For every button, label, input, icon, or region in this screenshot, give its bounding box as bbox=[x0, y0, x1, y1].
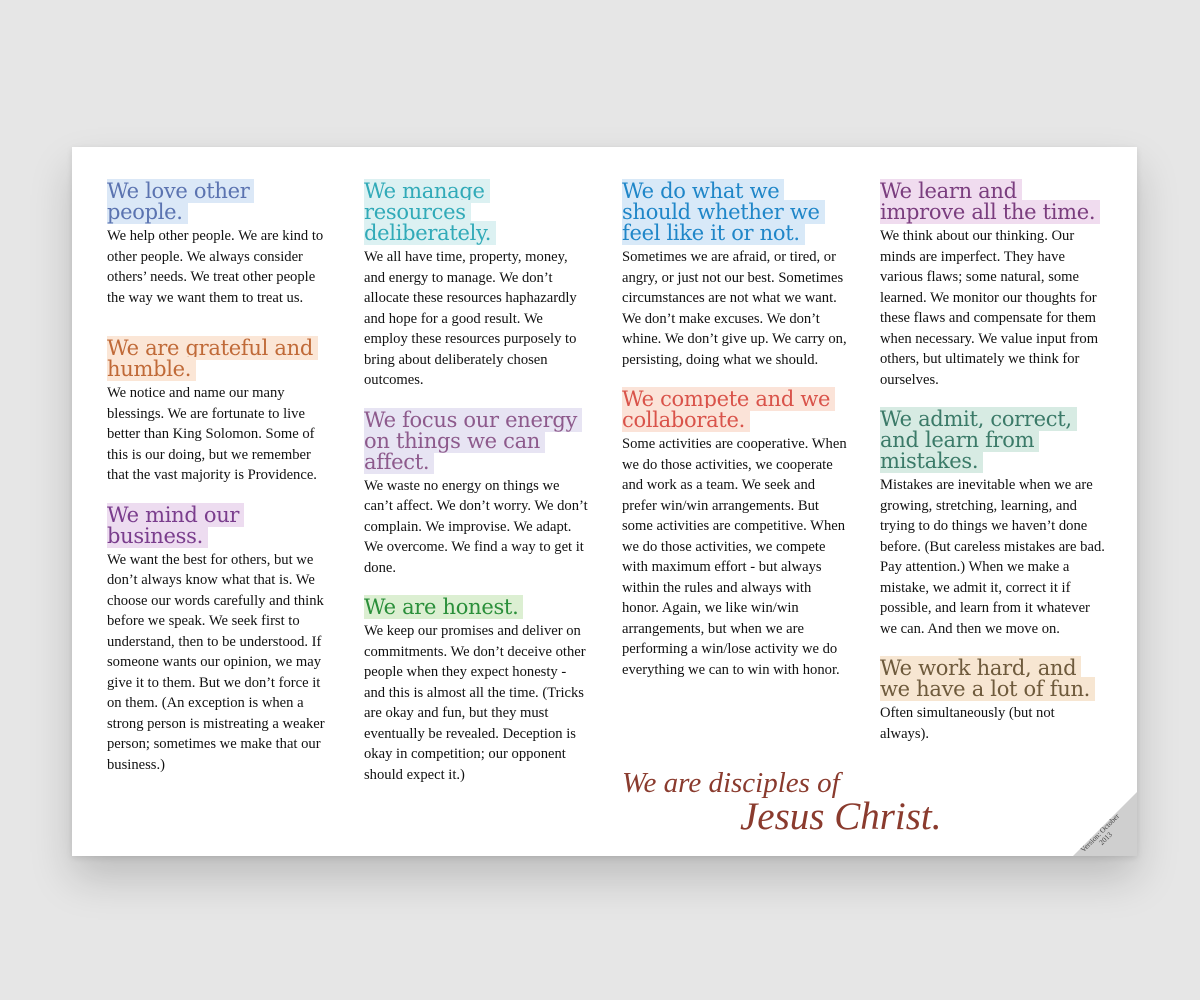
section-body: Often simultaneously (but not always). bbox=[880, 705, 1055, 742]
section-admit-mistakes bbox=[880, 409, 1106, 639]
section-love-others bbox=[107, 181, 333, 308]
version-label: Version: October 2013 bbox=[1078, 811, 1122, 855]
section-compete-collaborate bbox=[622, 389, 848, 680]
disciples-line-2: Jesus Christ. bbox=[740, 795, 942, 838]
section-body: Some activities are cooperative. When we do those activities, we cooperate and work as a team. We seek and prefer win/win arrangements. But some activities are competitive. When we do those activities, we compete with maximum effort - but always within the rules and always with honor. Again, we like win/win arrangements, but when we are performing a win/lose activity we do everything we can to win with honor. bbox=[622, 436, 847, 678]
values-sheet bbox=[72, 147, 1137, 856]
section-do-what-we-should bbox=[622, 181, 848, 370]
section-body: We help other people. We are kind to other people. We always consider others’ needs. We treat other people the way we want them to treat us. bbox=[107, 228, 324, 306]
section-body: We keep our promises and deliver on commitments. We don’t deceive other people when they expect honesty - and this is almost all the time. (Tricks are okay and fun, but they must eventually be revealed. Deception is okay in competition; our opponent should expect it.) bbox=[364, 623, 586, 783]
section-title: We learn and improve all the time. bbox=[880, 181, 1106, 223]
section-grateful-humble bbox=[107, 338, 333, 486]
column-4 bbox=[880, 181, 1106, 763]
column-1 bbox=[107, 181, 333, 794]
section-title: We compete and we collaborate. bbox=[622, 389, 848, 431]
section-title: We mind our business. bbox=[107, 505, 333, 547]
column-3 bbox=[622, 181, 848, 699]
section-work-hard-fun bbox=[880, 658, 1106, 744]
section-body: We want the best for others, but we don’t always know what that is. We choose our words carefully and think before we speak. We seek first to understand, then to be understood. If someone wants our opinion, we may give it to them. But we don’t force it on them. (An exception is when a strong person is mistreating a weaker person; sometimes we make that our business.) bbox=[107, 551, 325, 773]
section-learn-improve bbox=[880, 181, 1106, 390]
section-title: We focus our energy on things we can affect. bbox=[364, 410, 590, 473]
disciples-statement bbox=[622, 767, 982, 838]
section-body: Sometimes we are afraid, or tired, or angry, or just not our best. Sometimes circumstances are not what we want. We don’t make excuses. We don’t whine. We don’t give up. We carry on, persisting, doing what we should. bbox=[622, 249, 847, 368]
section-body: Mistakes are inevitable when we are growing, stretching, learning, and trying to do things we haven’t done before. (But careless mistakes are bad. Pay attention.) When we make a mistake, we admit it, correct it if possible, and learn from it whatever we can. And then we move on. bbox=[880, 477, 1105, 637]
section-title: We admit, correct, and learn from mistakes. bbox=[880, 409, 1106, 472]
section-mind-business bbox=[107, 502, 333, 776]
section-body: We waste no energy on things we can’t affect. We don’t worry. We don’t complain. We improvise. We adapt. We overcome. We find a way to get it done. bbox=[364, 477, 588, 576]
section-body: We all have time, property, money, and energy to manage. We don’t allocate these resources haphazardly and hope for a good result. We employ these resources purposely to bring about deliberately chosen outcomes. bbox=[364, 249, 577, 388]
section-body: We notice and name our many blessings. We are fortunate to live better than King Solomon. Some of this is our doing, but we remember that the vast majority is Providence. bbox=[107, 385, 317, 483]
section-title: We are grateful and humble. bbox=[107, 338, 333, 380]
disciples-line-1: We are disciples of bbox=[622, 767, 840, 799]
section-title: We love other people. bbox=[107, 181, 333, 223]
section-body: We think about our thinking. Our minds are imperfect. They have various flaws; some natural, some learned. We monitor our thoughts for these flaws and compensate for them when necessary. We value input from others, but ultimately we think for ourselves. bbox=[880, 228, 1099, 388]
section-title: We work hard, and we have a lot of fun. bbox=[880, 658, 1106, 700]
section-title: We do what we should whether we feel like it or not. bbox=[622, 181, 848, 244]
section-title: We manage resources deliberately. bbox=[364, 181, 590, 244]
section-title: We are honest. bbox=[364, 597, 590, 618]
section-focus-energy bbox=[364, 407, 590, 579]
column-2 bbox=[364, 181, 590, 804]
section-honest bbox=[364, 597, 590, 785]
section-manage-resources bbox=[364, 181, 590, 391]
